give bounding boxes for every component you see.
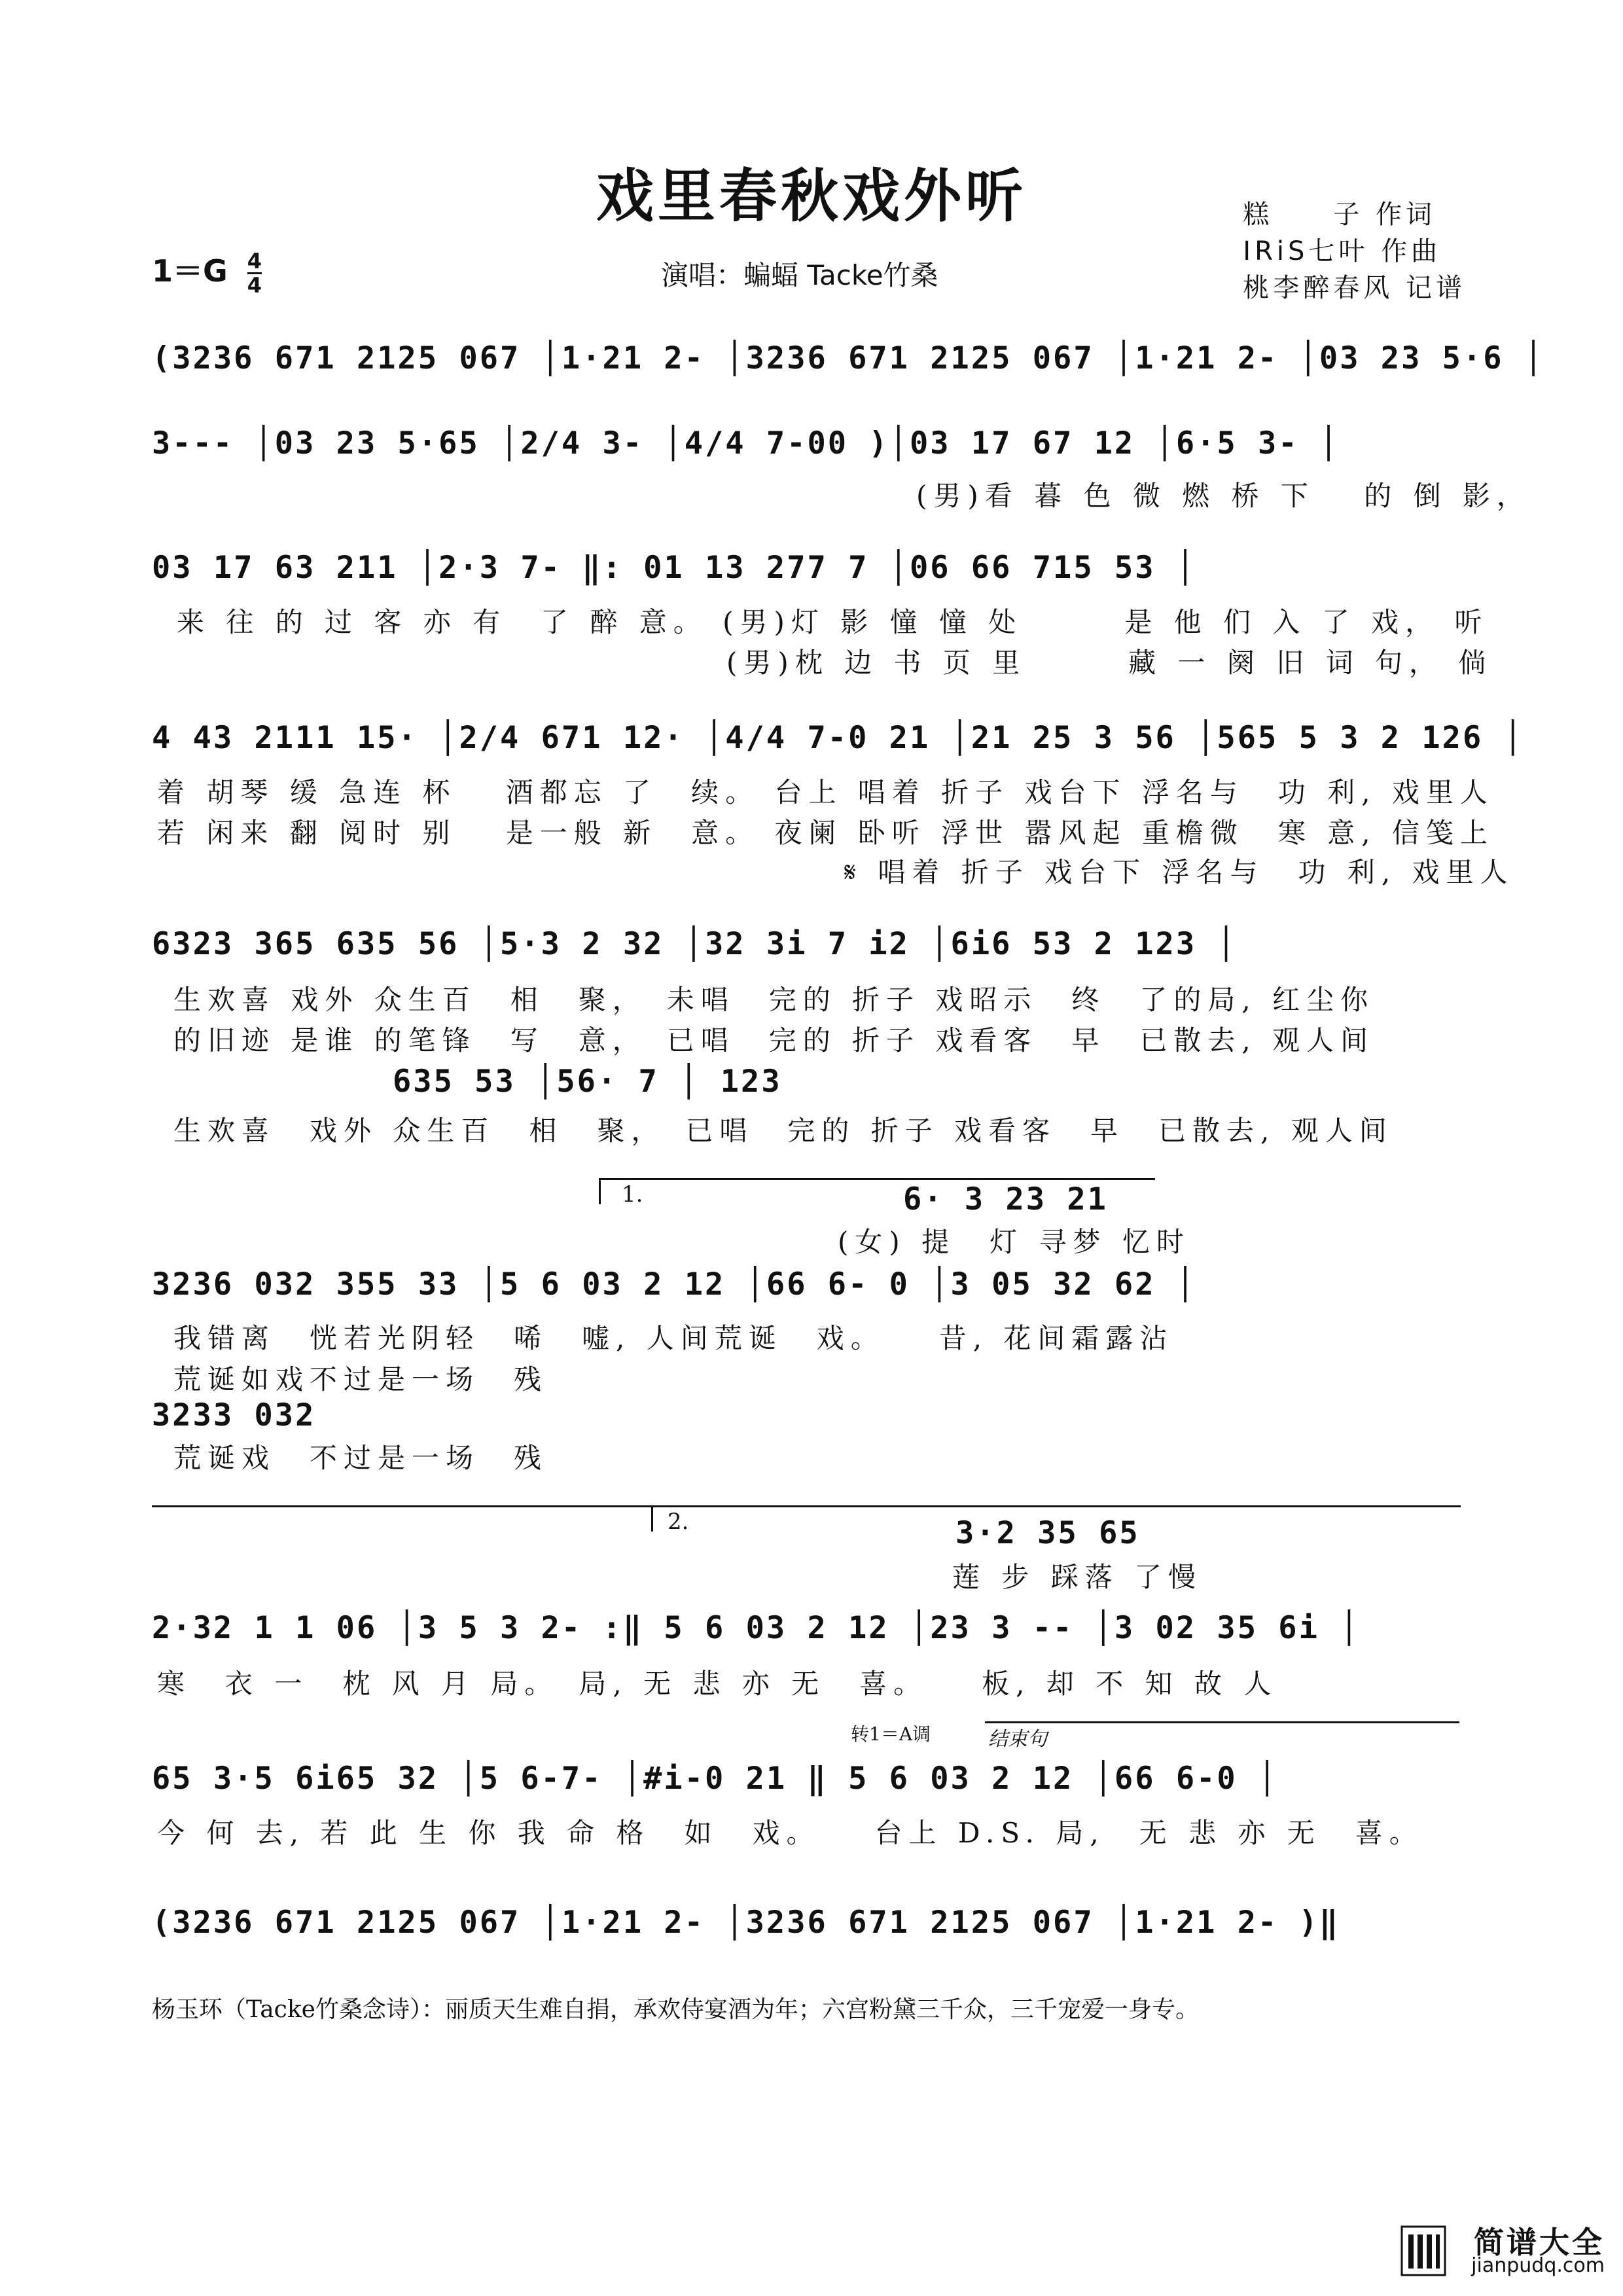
staff-system-3-notes: 03 17 63 211 │2·3 7- ‖: 01 13 277 7 │06 66 715 53 │ xyxy=(152,550,1197,586)
page-title: 戏里春秋戏外听 xyxy=(596,162,1027,230)
staff-system-7-notes: 3236 032 355 33 │5 6 03 2 12 │66 6- 0 │3 05 32 62 │ xyxy=(152,1266,1197,1302)
transcriber-credit: 桃李醉春风 记谱 xyxy=(1243,273,1466,303)
volta-label-1: 1. xyxy=(622,1181,643,1208)
lyric-line: 今 何 去, 若 此 生 你 我 命 格 如 戏。 台上 D.S. 局, 无 悲 亦 无 喜。 xyxy=(157,1817,1423,1849)
ending-2-lyric: 莲 步 踩落 了慢 xyxy=(952,1561,1203,1593)
lyric-line: (男)看 暮 色 微 燃 桥 下 的 倒 影， xyxy=(916,480,1531,512)
volta-bracket-2 xyxy=(152,1505,1461,1507)
lyric-line: 荒诞如戏不过是一场 残 xyxy=(173,1363,548,1395)
lyric-line: 若 闲来 翻 阅时 别 是一般 新 意。 夜阑 卧听 浮世 嚣风起 重檐微 寒 意, 信笺上 xyxy=(157,817,1494,849)
time-signature xyxy=(247,250,262,296)
brand xyxy=(1471,2225,1605,2278)
ending-1-notes: 6· 3 23 21 xyxy=(903,1181,1108,1217)
staff-system-1-notes: (3236 671 2125 067 │1·21 2- │3236 671 2125 067 │1·21 2- │03 23 5·6 │ xyxy=(152,340,1545,376)
brand-name: 简谱大全 xyxy=(1474,2225,1605,2260)
singer-credit: 演唱：蝙蝠 Tacke竹桑 xyxy=(661,259,938,291)
credits xyxy=(1243,196,1466,306)
recited-poem: 杨玉环（Tacke竹桑念诗）：丽质天生难自捐，承欢侍宴酒为年；六宫粉黛三千众，三千宠爱一身专。 xyxy=(152,1996,1199,2023)
key-signature xyxy=(152,247,262,296)
staff-system-5-notes: 6323 365 635 56 │5·3 2 32 │32 3i 7 i2 │6i6 53 2 123 │ xyxy=(152,926,1238,962)
volta-bracket-2-edge xyxy=(651,1505,653,1532)
ending-1-lyric: (女) 提 灯 寻梦 忆时 xyxy=(838,1226,1190,1258)
lyric-line: 𝄋 唱着 折子 戏台下 浮名与 功 利, 戏里人 xyxy=(844,856,1514,888)
lyric-line: 着 胡琴 缓 急连 杯 酒都忘 了 续。 台上 唱着 折子 戏台下 浮名与 功 利, 戏里人 xyxy=(157,776,1494,808)
time-top: 4 xyxy=(247,249,262,274)
lyric-line: 来 往 的 过 客 亦 有 了 醉 意。 (男)灯 影 憧 憧 处 是 他 们 入 了 戏， 听 xyxy=(177,606,1489,638)
time-bottom: 4 xyxy=(247,273,262,298)
lyric-line: 生欢喜 戏外 众生百 相 聚， 未唱 完的 折子 戏昭示 终 了的局, 红尘你 xyxy=(173,984,1375,1016)
lyric-line: 寒 衣 一 枕 风 月 局。 局, 无 悲 亦 无 喜。 板, 却 不 知 故 人 xyxy=(157,1668,1278,1700)
composer-credit: IRiS七叶 作曲 xyxy=(1243,236,1442,266)
staff-system-4-notes: 4 43 2111 15· │2/4 671 12· │4/4 7-0 21 │21 25 3 56 │565 5 3 2 126 │ xyxy=(152,720,1524,756)
coda-bracket xyxy=(985,1721,1459,1723)
brand-url[interactable]: jianpudq.com xyxy=(1471,2254,1605,2277)
volta-label-2: 2. xyxy=(668,1509,689,1535)
volta-bracket-1-edge xyxy=(599,1178,601,1204)
staff-system-8-notes: 2·32 1 1 06 │3 5 3 2- :‖ 5 6 03 2 12 │23 3 -- │3 02 35 6i │ xyxy=(152,1610,1361,1646)
volta-bracket-1 xyxy=(599,1178,1155,1180)
staff-system-10-notes: (3236 671 2125 067 │1·21 2- │3236 671 2125 067 │1·21 2- )‖ xyxy=(152,1905,1340,1941)
alt-lyric: 荒诞戏 不过是一场 残 xyxy=(173,1442,548,1474)
alt-notes: 3233 032 xyxy=(152,1397,316,1433)
lyric-line: 生欢喜 戏外 众生百 相 聚， 已唱 完的 折子 戏看客 早 已散去, 观人间 xyxy=(173,1115,1393,1147)
key-label: 1＝G xyxy=(152,253,228,289)
lyric-line: (男)枕 边 书 页 里 藏 一 阕 旧 词 句， 倘 xyxy=(726,647,1493,679)
brand-logo-icon xyxy=(1400,2225,1446,2276)
coda-label: 结束句 xyxy=(988,1728,1047,1751)
staff-system-6-notes: 635 53 │56· 7 │ 123 xyxy=(393,1064,782,1100)
ending-2-notes: 3·2 35 65 xyxy=(955,1515,1140,1551)
lyric-line: 我错离 恍若光阴轻 唏 嘘, 人间荒诞 戏。 昔, 花间霜露沾 xyxy=(173,1322,1174,1354)
staff-system-2-notes: 3--- │03 23 5·65 │2/4 3- │4/4 7-00 )│03 17 67 12 │6·5 3- │ xyxy=(152,425,1340,461)
modulation-label: 转1＝A调 xyxy=(851,1723,931,1745)
staff-system-9-notes: 65 3·5 6i65 32 │5 6-7- │#i-0 21 ‖ 5 6 03 2 12 │66 6-0 │ xyxy=(152,1761,1279,1797)
lyricist-credit: 糕 子 作词 xyxy=(1243,200,1436,230)
lyric-line: 的旧迹 是谁 的笔锋 写 意， 已唱 完的 折子 戏看客 早 已散去, 观人间 xyxy=(173,1024,1375,1056)
